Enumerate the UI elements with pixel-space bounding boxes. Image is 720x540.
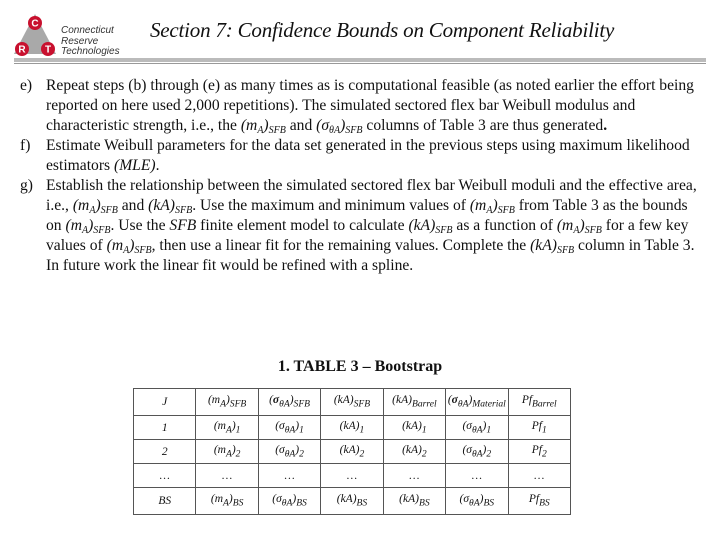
text-run: ) — [231, 443, 236, 456]
table-cell — [196, 464, 258, 488]
page-title: Section 7: Confidence Bounds on Component Reliability — [150, 18, 615, 42]
text-run: ) — [88, 217, 94, 234]
text-run: Pf — [521, 394, 533, 407]
table-row — [134, 416, 571, 440]
text-run: and — [285, 117, 317, 134]
text-run: (kA) — [333, 394, 354, 407]
subscript-text: SFB — [175, 205, 193, 216]
subscript-text: SFB — [293, 398, 311, 410]
subscript-text: 2 — [299, 448, 304, 460]
table-header-row — [134, 389, 571, 416]
text-run: (kA) — [530, 237, 557, 254]
bootstrap-table — [133, 388, 571, 515]
text-run: … — [471, 469, 482, 482]
table-cell — [446, 440, 508, 464]
text-run: (σ — [462, 419, 472, 432]
logo-line-2: Reserve — [61, 35, 99, 47]
step-text — [46, 137, 690, 174]
table-cell — [321, 440, 383, 464]
text-run: ) — [579, 217, 585, 234]
text-run: (m — [210, 493, 224, 506]
subscript-text: A — [225, 424, 232, 436]
text-run: ) — [95, 197, 101, 214]
table-cell — [321, 416, 383, 440]
text-run: . Use the maximum and minimum values of — [192, 197, 470, 214]
text-run: as a function of — [452, 217, 557, 234]
table-cell — [258, 488, 320, 515]
text-run: … — [346, 469, 358, 482]
table-cell — [446, 488, 508, 515]
subscript-text: BS — [296, 497, 307, 509]
subscript-text: SFB — [134, 245, 152, 256]
text-run: , then use a linear fit for the remaining values. Complete the — [151, 237, 531, 254]
text-run: Pf — [531, 443, 542, 456]
logo-wordmark — [61, 26, 120, 58]
subscript-text: BS — [483, 497, 495, 509]
header-divider-thin — [14, 63, 706, 64]
text-run: (kA) — [148, 197, 176, 214]
text-run: (σ — [272, 493, 282, 506]
text-run: ) — [263, 117, 269, 134]
subscript-text: SFB — [584, 225, 602, 236]
table-cell — [196, 488, 258, 515]
text-run: (σ — [275, 419, 285, 432]
procedure-steps — [20, 76, 700, 276]
text-run: ) — [129, 237, 135, 254]
step-text — [46, 77, 694, 134]
text-run: ) — [289, 394, 294, 407]
text-run: (m — [72, 197, 90, 214]
text-run: ) — [482, 443, 487, 456]
table-cell — [134, 416, 196, 440]
text-run: (m — [213, 419, 226, 432]
subscript-text: BS — [356, 497, 368, 509]
table-cell — [134, 488, 196, 515]
table-header-cell — [508, 389, 570, 416]
subscript-text: SFB — [435, 225, 453, 236]
text-run: ) — [468, 394, 473, 407]
text-run: 1 — [161, 421, 168, 434]
table-header-cell — [321, 389, 383, 416]
text-run: … — [284, 469, 295, 482]
text-run: . — [155, 157, 160, 174]
text-run: (kA) — [399, 493, 419, 506]
text-run: ) — [492, 197, 498, 214]
text-run: (kA) — [408, 217, 436, 234]
step-label: f) — [20, 137, 31, 154]
table-header-cell — [134, 389, 196, 416]
table-cell — [258, 464, 320, 488]
text-run: ) — [482, 419, 487, 432]
text-run: Pf — [528, 493, 540, 506]
text-run: . Use the — [110, 217, 170, 234]
step-g — [20, 176, 700, 276]
subscript-text: 2 — [486, 448, 492, 460]
subscript-text: A — [225, 448, 232, 460]
text-run: BS — [158, 495, 172, 507]
text-run: … — [409, 469, 420, 482]
subscript-text: θA — [457, 398, 469, 410]
subscript-text: 1 — [235, 424, 241, 436]
subscript-text: 2 — [421, 448, 427, 460]
text-run: SFB — [169, 217, 197, 234]
table-cell — [321, 488, 383, 515]
subscript-text: Barrel — [532, 398, 557, 410]
logo-letter-r: R — [18, 44, 26, 56]
subscript-text: BS — [418, 497, 430, 509]
step-e — [20, 76, 700, 136]
subscript-text: SFB — [93, 225, 111, 236]
table-cell — [508, 416, 570, 440]
text-run: from Table 3 as the bounds on — [46, 197, 688, 234]
subscript-text: θA — [469, 497, 480, 509]
subscript-text: SFB — [556, 245, 575, 256]
step-f — [20, 136, 700, 176]
table-cell — [383, 464, 445, 488]
table-cell — [196, 416, 258, 440]
table-cell — [196, 440, 258, 464]
subscript-text: SFB — [353, 398, 371, 410]
table-cell — [446, 416, 508, 440]
text-run: (kA) — [392, 394, 412, 407]
table-cell — [258, 416, 320, 440]
logo-line-1: Connecticut — [61, 25, 114, 36]
text-run: σ — [272, 394, 280, 407]
subscript-text: BS — [232, 497, 244, 509]
subscript-text: 2 — [359, 448, 365, 460]
text-run: ) — [228, 493, 233, 506]
logo-letter-c: C — [31, 18, 39, 30]
text-run: (MLE) — [114, 157, 156, 174]
table-cell — [258, 440, 320, 464]
text-run: (m — [207, 394, 221, 407]
subscript-text: A — [223, 497, 229, 509]
subscript-text: SFB — [100, 205, 118, 216]
table-cell — [383, 416, 445, 440]
text-run: ) — [231, 419, 236, 432]
table-row — [134, 488, 571, 515]
subscript-text: A — [220, 398, 226, 410]
logo-line-3: Technologies — [61, 46, 120, 57]
text-run: (kA) — [339, 443, 360, 456]
subscript-text: A — [573, 225, 580, 236]
subscript-text: 1 — [421, 424, 427, 436]
text-run: (kA) — [339, 419, 360, 432]
text-run: Pf — [531, 419, 542, 432]
subscript-text: Material — [472, 398, 506, 410]
subscript-text: SFB — [229, 398, 247, 410]
table-row — [134, 440, 571, 464]
logo-letter-t: T — [44, 44, 52, 56]
text-run: … — [222, 469, 233, 482]
subscript-text: θA — [279, 398, 290, 410]
subscript-text: 1 — [299, 424, 304, 436]
text-run: for a few key values of — [46, 217, 689, 254]
text-run: (σ — [316, 117, 330, 134]
subscript-text: θA — [329, 125, 341, 136]
subscript-text: 2 — [235, 448, 241, 460]
text-run: (kA) — [402, 443, 422, 456]
text-run: (m — [106, 237, 124, 254]
subscript-text: θA — [281, 497, 293, 509]
subscript-text: Barrel — [411, 398, 437, 410]
table-cell — [383, 440, 445, 464]
text-run: ) — [295, 419, 300, 432]
subscript-text: A — [257, 125, 264, 136]
subscript-text: θA — [284, 448, 296, 460]
subscript-text: SFB — [497, 205, 515, 216]
table-header-cell — [196, 389, 258, 416]
table-header-cell — [446, 389, 508, 416]
text-run: (σ — [459, 493, 470, 506]
text-run: ) — [479, 493, 484, 506]
subscript-text: 1 — [359, 424, 365, 436]
text-run: ) — [295, 443, 300, 456]
text-run: columns of Table 3 are thus generated — [362, 117, 604, 134]
subscript-text: SFB — [268, 125, 286, 136]
text-run: (m — [240, 117, 258, 134]
text-run: column in Table 3. In future work the linear fit would be refined with a spline. — [46, 237, 695, 274]
triangle-logo-icon — [14, 12, 60, 58]
table-header-cell — [258, 389, 320, 416]
text-run: … — [534, 469, 545, 482]
text-run: (kA) — [402, 419, 422, 432]
text-run: finite element model to calculate — [196, 217, 409, 234]
text-run: (σ — [462, 443, 472, 456]
table-row — [134, 464, 571, 488]
table-cell — [508, 464, 570, 488]
subscript-text: BS — [539, 497, 550, 509]
table-body — [134, 389, 571, 515]
text-run: (σ — [275, 443, 285, 456]
subscript-text: A — [81, 225, 89, 236]
subscript-text: θA — [471, 448, 483, 460]
text-run: ( — [269, 394, 273, 407]
step-label: g) — [20, 177, 33, 194]
text-run: (kA) — [336, 493, 357, 506]
table-cell — [383, 488, 445, 515]
text-run: ( — [447, 394, 452, 407]
text-run: σ — [451, 394, 458, 407]
subscript-text: θA — [471, 424, 483, 436]
subscript-text: 2 — [541, 448, 547, 460]
subscript-text: 1 — [541, 424, 547, 436]
text-run: and — [117, 197, 149, 214]
text-run: Estimate Weibull parameters for the data set generated in the previous steps using maximum likelihood estimators — [46, 137, 690, 174]
table-cell — [134, 440, 196, 464]
subscript-text: A — [89, 205, 96, 216]
text-run: Establish the relationship between the simulated sectored flex bar Weibull moduli and the effective area, i.e., — [46, 177, 697, 214]
table-title: 1. TABLE 3 – Bootstrap — [277, 358, 443, 375]
table-cell — [134, 464, 196, 488]
text-run: . — [603, 117, 608, 134]
company-logo — [14, 12, 134, 58]
table-cell — [446, 464, 508, 488]
subscript-text: A — [486, 205, 493, 216]
subscript-text: A — [123, 245, 130, 256]
text-run: ) — [292, 493, 297, 506]
subscript-text: 1 — [486, 424, 492, 436]
text-run: (m — [469, 197, 487, 214]
text-run: ) — [225, 394, 230, 407]
table-cell — [508, 488, 570, 515]
step-text — [46, 177, 697, 274]
text-run: … — [159, 469, 170, 482]
text-run: 2 — [161, 445, 168, 458]
step-label: e) — [20, 77, 33, 94]
text-run: J — [162, 396, 168, 408]
table-cell — [321, 464, 383, 488]
text-run: (m — [213, 443, 226, 456]
text-run: ) — [340, 117, 346, 134]
text-run: (m — [556, 217, 574, 234]
text-run: (m — [65, 217, 82, 234]
header-divider — [14, 58, 706, 62]
subscript-text: θA — [284, 424, 296, 436]
text-run: Repeat steps (b) through (e) as many times as is computational feasible (as noted earlier the effort being reported on here used 2,000 repetitions). The simulated sectored flex bar Weibull modulus and characteristic strength, i.e., the — [46, 77, 694, 134]
table-header-cell — [383, 389, 445, 416]
subscript-text: SFB — [345, 125, 363, 136]
table-cell — [508, 440, 570, 464]
